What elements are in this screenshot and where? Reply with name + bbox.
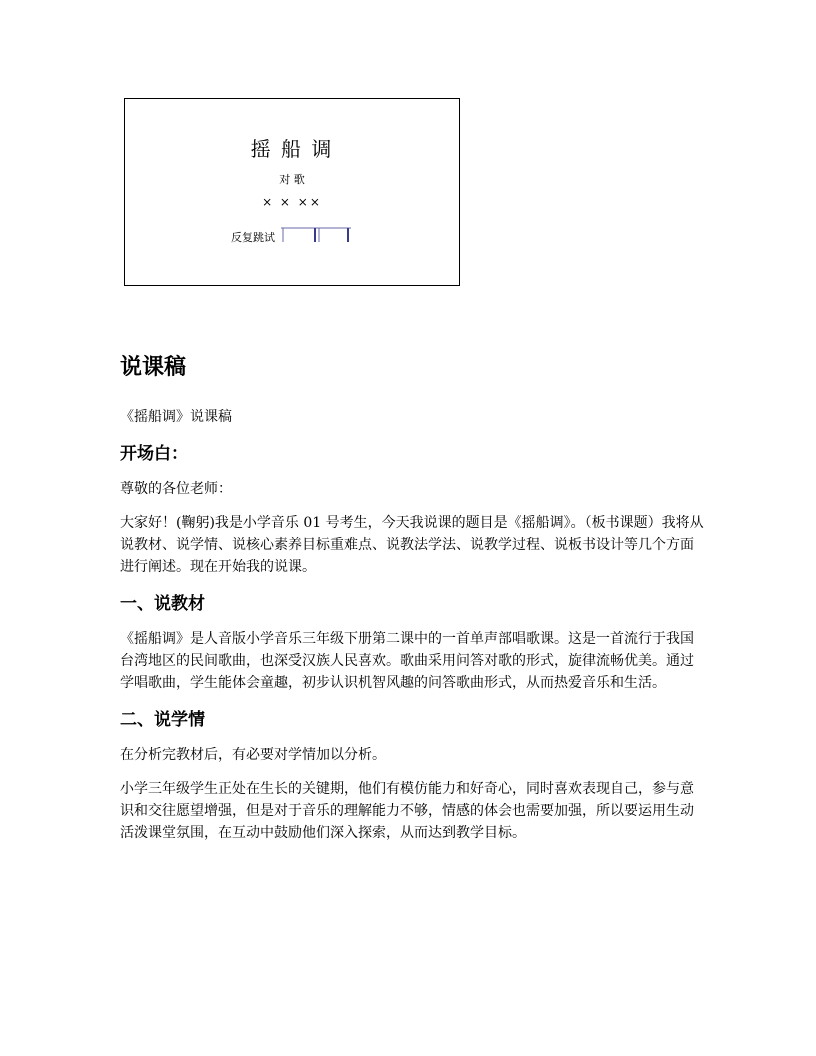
blackboard-design	[124, 98, 460, 286]
board-subtitle: 对 歌	[279, 173, 305, 186]
page-title: 说课稿	[120, 355, 187, 380]
doc-subtitle: 《摇船调》说课稿	[120, 409, 232, 425]
board-marks: × × ××	[262, 195, 322, 209]
section-opening: 开场白：	[120, 444, 188, 464]
students-paragraph-1: 在分析完教材后，有必要对学情加以分析。	[120, 747, 386, 763]
board-row-label: 反复跳试	[231, 231, 275, 244]
section-textbook: 一、说教材	[120, 594, 205, 614]
document-body	[120, 350, 704, 856]
greeting: 尊敬的各位老师：	[120, 481, 232, 497]
board-title: 摇 船 调	[250, 137, 334, 161]
score-fragment	[281, 227, 351, 243]
intro-paragraph: 大家好！(鞠躬)我是小学音乐 01 号考生，今天我说课的题目是《摇船调》。（板书课题）我将从说教材、说学情、说核心素养目标重难点、说教法学法、说教学过程、说板书设计等几个方面进行阐述。现在开始我的说课。	[120, 515, 704, 575]
section-students: 二、说学情	[120, 710, 205, 730]
students-paragraph-2: 小学三年级学生正处在生长的关键期，他们有模仿能力和好奇心，同时喜欢表现自己，参与意识和交往愿望增强，但是对于音乐的理解能力不够，情感的体会也需要加强，所以要运用生动活泼课堂氛围，在互动中鼓励他们深入探索，从而达到教学目标。	[120, 781, 694, 841]
textbook-paragraph: 《摇船调》是人音版小学音乐三年级下册第二课中的一首单声部唱歌课。这是一首流行于我国台湾地区的民间歌曲，也深受汉族人民喜欢。歌曲采用问答对歌的形式，旋律流畅优美。通过学唱歌曲，学生能体会童趣，初步认识机智风趣的问答歌曲形式，从而热爱音乐和生活。	[120, 631, 694, 691]
